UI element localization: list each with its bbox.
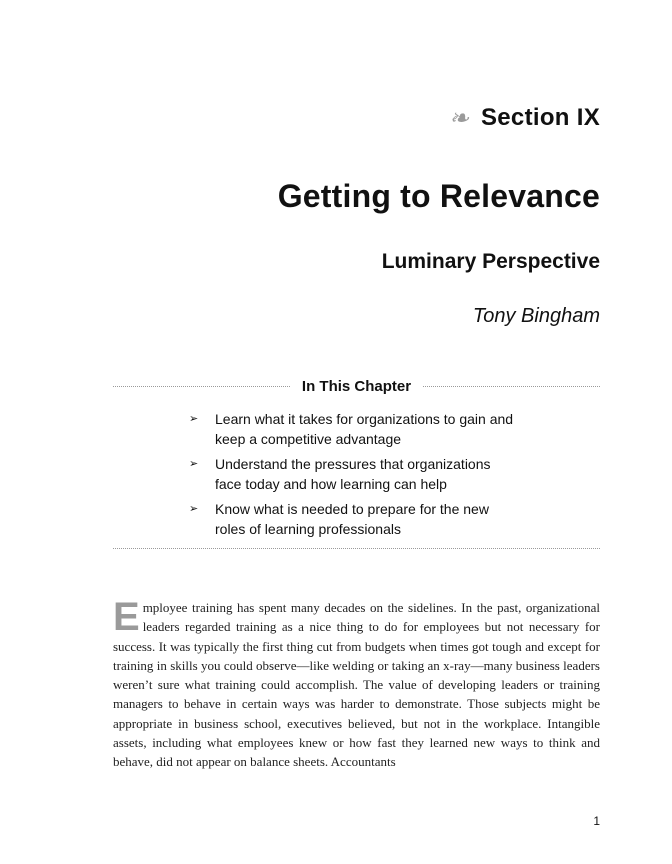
dotted-rule-bottom (113, 548, 600, 549)
list-item-text: Understand the pressures that organizations face today and how learning can help (215, 456, 491, 492)
drop-cap: E (113, 595, 140, 639)
in-this-chapter-heading: In This Chapter (301, 378, 412, 395)
chapter-objectives-list (113, 409, 600, 539)
list-item-text: Know what is needed to prepare for the new roles of learning professionals (215, 501, 489, 537)
list-item (189, 499, 515, 539)
dotted-rule-right (423, 386, 600, 387)
in-this-chapter-box (113, 378, 600, 549)
list-item-text: Learn what it takes for organizations to gain and keep a competitive advantage (215, 411, 514, 447)
body-paragraph (113, 595, 600, 772)
arrow-bullet-icon: ➢ (189, 503, 199, 515)
dotted-rule-left (113, 386, 290, 387)
chapter-title: Getting to Relevance (277, 178, 600, 214)
arrow-bullet-icon: ➢ (189, 413, 199, 425)
list-item (189, 409, 515, 449)
arrow-bullet-icon: ➢ (189, 458, 199, 470)
section-heading (449, 104, 600, 132)
section-label: Section IX (480, 104, 600, 131)
body-text: mployee training has spent many decades on the sidelines. In the past, organizational leaders regarded training as a nice thing to do for employees but not necessary for success. It was typically the first thing cut from budgets when times got tough and except for training in skills you could observe—like welding or taking an x-ray—many business leaders weren’t sure what training could accomplish. The value of developing leaders or training managers to behave in certain ways was harder to demonstrate. Those subjects might be appropriate in business school, executives believed, but not in the workplace. Intangible assets, including what employees knew or how fast they learned new ways to think and behave, did not appear on balance sheets. Accountants (113, 600, 600, 770)
page-number: 1 (593, 814, 600, 828)
fleuron-ornament-icon: ❧ (448, 104, 469, 132)
list-item (189, 454, 515, 494)
in-this-chapter-header (113, 378, 600, 395)
author-name: Tony Bingham (472, 305, 600, 327)
chapter-subtitle: Luminary Perspective (381, 250, 600, 273)
